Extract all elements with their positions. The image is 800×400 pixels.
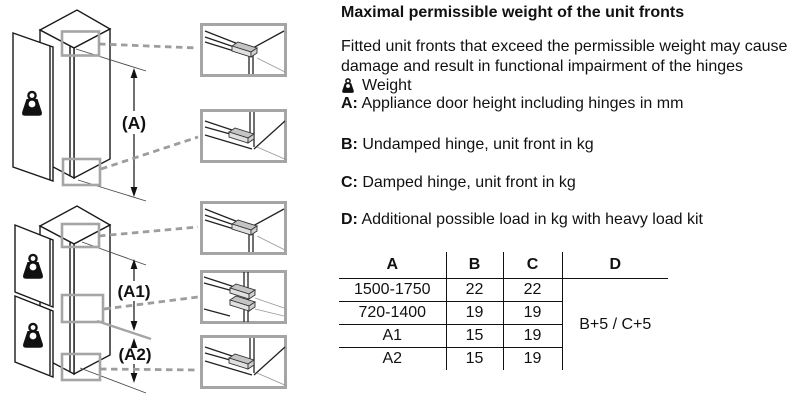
cell-undamped-kg: 19 [446,302,503,325]
definition-key: A: [341,95,358,112]
definition-B [341,135,795,155]
unit-front-door-upper [15,225,53,307]
cell-damped-kg: 22 [503,279,562,302]
callout-dashed-line [101,137,198,169]
dimension-label-A2: (A2) [118,345,152,364]
weight-icon [341,78,355,94]
definition-C [341,173,795,193]
definition-key: B: [341,136,358,153]
col-header-A: A [339,252,446,279]
content-column [341,3,795,370]
unit-front-door-lower [15,296,53,377]
cell-height-range: 720-1400 [339,302,446,325]
definition-key: C: [341,174,358,191]
definition-D [341,210,795,230]
definition-text: Undamped hinge, unit front in kg [362,136,594,153]
col-header-D: D [562,252,668,279]
single-door-unit-diagram [13,10,198,201]
table-row [339,279,668,302]
hinge-detail-box-middle [202,272,286,323]
hinge-detail-box-top-1 [202,25,286,76]
cell-damped-kg: 19 [503,325,562,348]
hinge-diagram-canvas [0,0,338,400]
cell-undamped-kg: 22 [446,279,503,302]
col-header-B: B [446,252,503,279]
definition-text: Additional possible load in kg with heavy load kit [361,211,703,228]
hinge-detail-box-top-2 [202,203,286,254]
cell-undamped-kg: 15 [446,348,503,371]
dimension-arrow-A2 [111,338,157,383]
dimension-label-A: (A) [121,113,147,133]
callout-dashed-line [100,369,198,370]
cell-damped-kg: 19 [503,302,562,325]
definition-text: Appliance door height including hinges in mm [361,95,684,112]
page-title: Maximal permissible weight of the unit fronts [341,4,685,21]
definition-A [341,94,795,114]
dimension-arrow-A [116,68,152,197]
table-header-row [339,252,668,279]
hinge-detail-box-bottom-2 [202,337,288,388]
legend-weight-row [341,77,795,94]
cell-additional-load: B+5 / C+5 [562,279,668,371]
permissible-weight-table [339,252,668,370]
dimension-label-A1: (A1) [117,282,151,301]
dimension-arrow-A1 [111,259,156,331]
double-door-unit-diagram [15,206,198,393]
definition-key: D: [341,211,358,228]
hinge-detail-box-bottom-1 [202,111,288,162]
cell-height-range: A2 [382,350,403,367]
cell-damped-kg: 19 [503,348,562,371]
unit-front-door [13,33,53,181]
cell-height-range: A1 [339,325,446,348]
col-header-C: C [503,252,562,279]
cell-height-range: 1500-1750 [339,279,446,302]
weight-label: Weight [362,77,412,94]
intro-paragraph: Fitted unit fronts that exceed the permissible weight may cause damage and result in functional impairment of the hinges [341,38,788,75]
callout-dashed-line [99,44,198,48]
callout-dashed-line [99,227,198,236]
cell-undamped-kg: 15 [446,325,503,348]
definition-text: Damped hinge, unit front in kg [362,174,576,191]
